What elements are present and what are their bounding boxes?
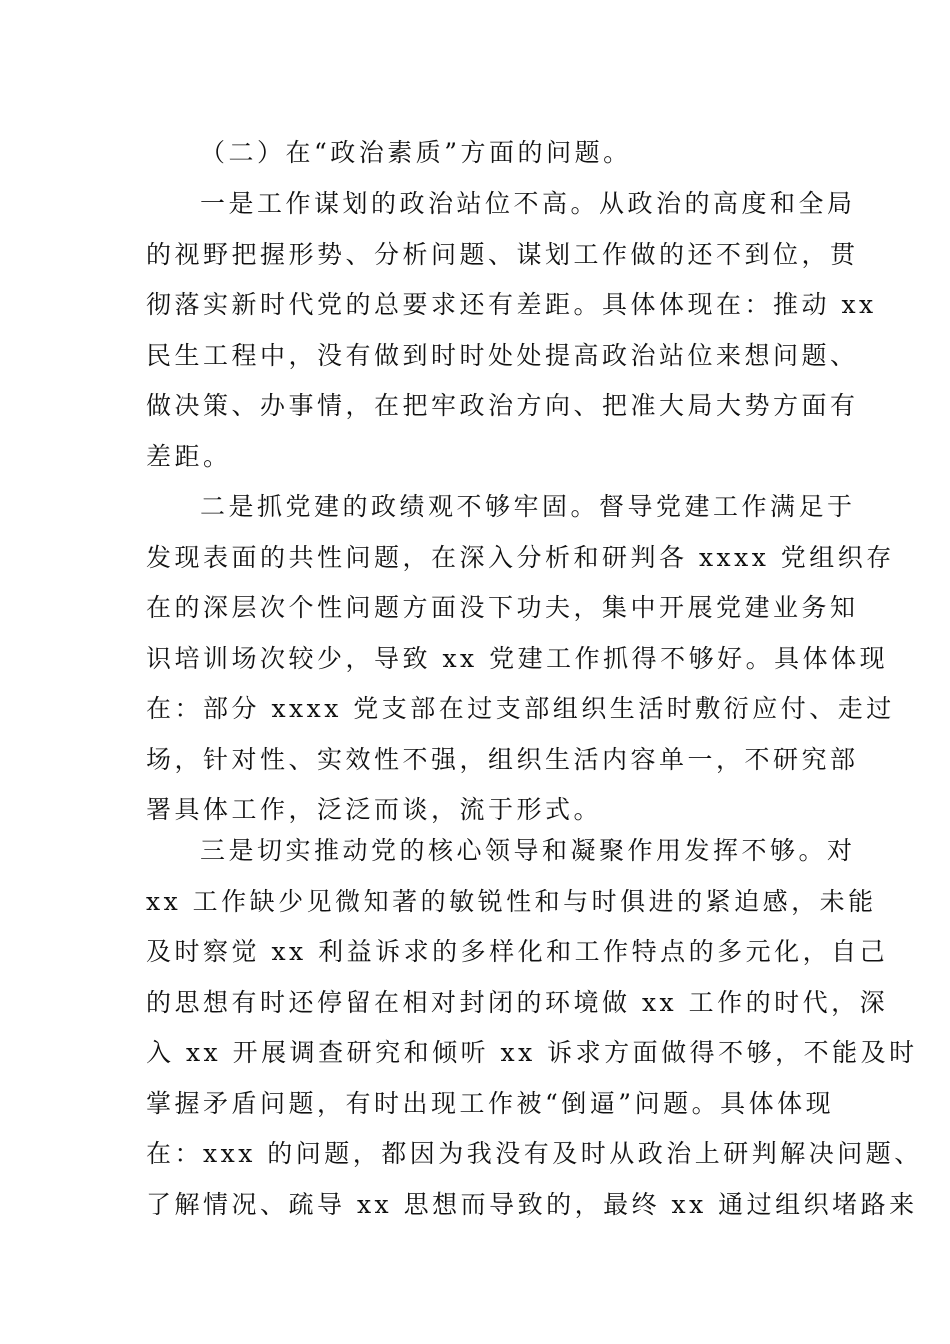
paragraph-line: 一是工作谋划的政治站位不高。从政治的高度和全局: [200, 189, 856, 218]
paragraph-line: 三是切实推动党的核心领导和凝聚作用发挥不够。对: [200, 836, 856, 865]
paragraph-line: 二是抓党建的政绩观不够牢固。督导党建工作满足于: [200, 492, 856, 521]
paragraph-line: xx 工作缺少见微知著的敏锐性和与时俱进的紧迫感，未能: [146, 886, 877, 916]
paragraph-3: [146, 826, 923, 1230]
paragraph-line: 发现表面的共性问题，在深入分析和研判各 xxxx 党组织存: [146, 542, 895, 572]
paragraph-line: 的视野把握形势、分析问题、谋划工作做的还不到位，贯: [146, 239, 859, 269]
heading-line: （二）在“政治素质”方面的问题。: [200, 138, 632, 167]
paragraph-line: 彻落实新时代党的总要求还有差距。具体体现在：推动 xx: [146, 290, 877, 319]
paragraph-1: [146, 179, 877, 482]
section-heading: [146, 128, 816, 179]
paragraph-line: 民生工程中，没有做到时时处处提高政治站位来想问题、: [146, 340, 859, 370]
paragraph-line: 掌握矛盾问题，有时出现工作被“倒逼”问题。具体体现: [146, 1088, 835, 1118]
paragraph-line: 在：部分 xxxx 党支部在过支部组织生活时敷衍应付、走过: [146, 694, 895, 723]
paragraph-line: 差距。: [146, 441, 232, 471]
paragraph-line: 及时察觉 xx 利益诉求的多样化和工作特点的多元化，自己: [146, 937, 889, 966]
paragraph-line: 在：xxx 的问题，都因为我没有及时从政治上研判解决问题、: [146, 1139, 923, 1168]
paragraph-2: [146, 482, 895, 836]
paragraph-line: 入 xx 开展调查研究和倾听 xx 诉求方面做得不够，不能及时: [146, 1038, 918, 1067]
paragraph-line: 署具体工作，泛泛而谈，流于形式。: [146, 795, 603, 824]
paragraph-line: 在的深层次个性问题方面没下功夫，集中开展党建业务知: [146, 593, 859, 622]
paragraph-line: 了解情况、疏导 xx 思想而导致的，最终 xx 通过组织堵路来: [146, 1189, 918, 1219]
paragraph-line: 做决策、办事情，在把牢政治方向、把准大局大势方面有: [146, 391, 859, 420]
paragraph-line: 的思想有时还停留在相对封闭的环境做 xx 工作的时代，深: [146, 987, 889, 1017]
paragraph-line: 识培训场次较少，导致 xx 党建工作抓得不够好。具体体现: [146, 643, 889, 673]
paragraph-line: 场，针对性、实效性不强，组织生活内容单一，不研究部: [146, 744, 859, 774]
